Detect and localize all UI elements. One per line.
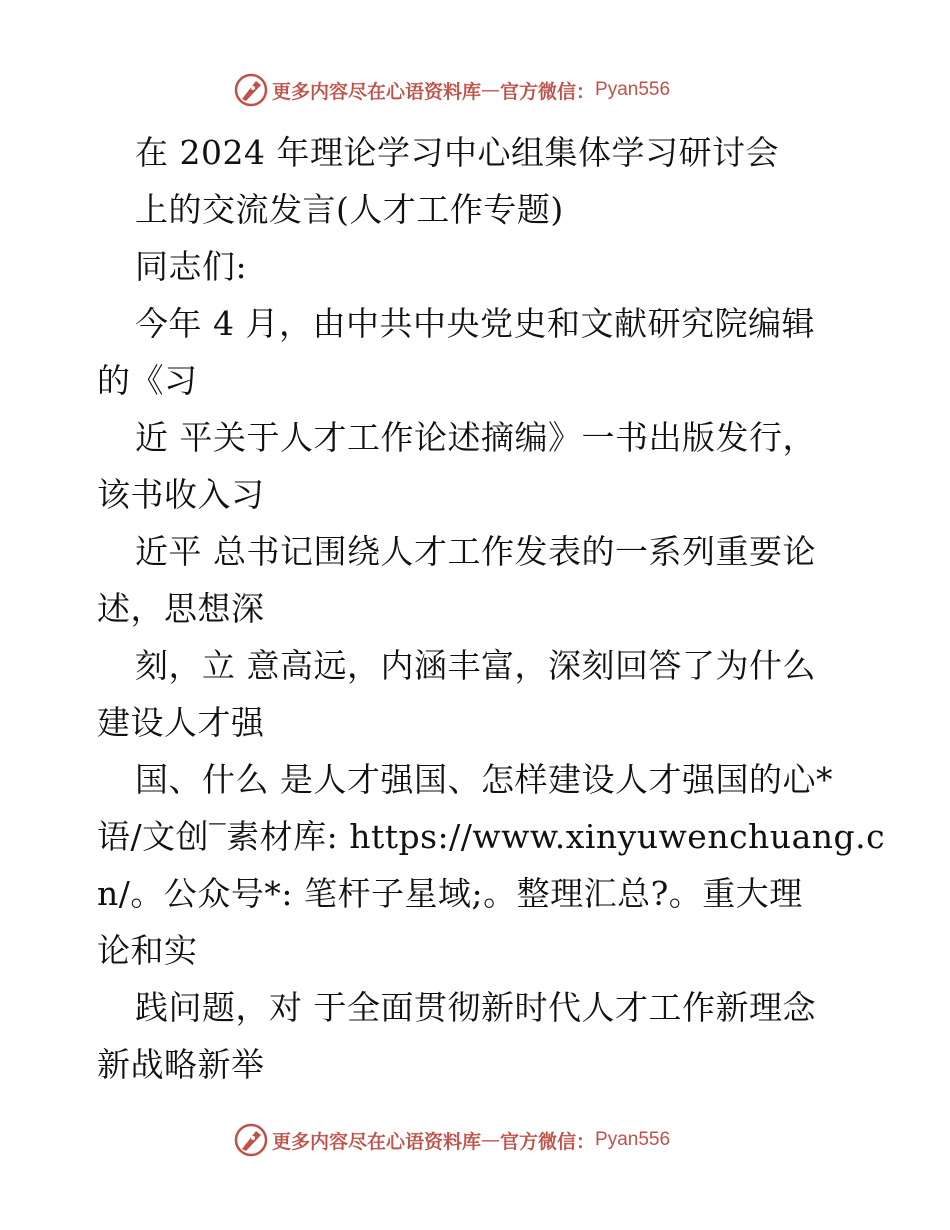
text-line: 上的交流发言(人才工作专题) xyxy=(135,190,564,229)
text-line: 同志们: xyxy=(135,247,248,286)
watermark-main-text: 更多内容尽在心语资料库 xyxy=(272,80,482,103)
header-watermark xyxy=(234,72,670,108)
text-line: 述，思想深 xyxy=(97,589,265,628)
watermark-wechat-id: Pyan556 xyxy=(595,79,671,100)
text-line: 今年 4 月，由中共中央党史和文献研究院编辑 xyxy=(135,304,815,343)
text-line: 刻，立 意高远，内涵丰富，深刻回答了为什么 xyxy=(135,646,816,685)
text-line: n/。公众号*: 笔杆子星域;。整理汇总?。重大理 xyxy=(97,874,803,913)
document-body xyxy=(97,124,886,1093)
watermark-separator: — xyxy=(481,1129,501,1151)
watermark-separator: — xyxy=(481,79,501,101)
watermark-main-text: 更多内容尽在心语资料库 xyxy=(272,1130,482,1153)
text-line: 践问题，对 于全面贯彻新时代人才工作新理念 xyxy=(135,988,816,1027)
text-line: 国、什么 是人才强国、怎样建设人才强国的心* xyxy=(135,760,833,799)
text-line: 建设人才强 xyxy=(97,703,265,742)
watermark-sub-text: 官方微信： xyxy=(500,80,596,103)
watermark-sub-text: 官方微信： xyxy=(500,1130,596,1153)
watermark-wechat-id: Pyan556 xyxy=(595,1129,671,1150)
pen-nib-logo-icon xyxy=(234,1123,268,1157)
pen-nib-logo-icon xyxy=(234,73,268,107)
text-line: 的《习 xyxy=(97,361,198,400)
text-line: 近 平关于人才工作论述摘编》一书出版发行， xyxy=(135,418,816,457)
text-line: 语/文创‾素材库: https://www.xinyuwenchuang.c xyxy=(97,817,886,856)
text-line: 新战略新举 xyxy=(97,1045,265,1084)
text-line: 在 2024 年理论学习中心组集体学习研讨会 xyxy=(135,133,779,172)
text-line: 论和实 xyxy=(97,931,198,970)
text-line: 该书收入习 xyxy=(97,475,265,514)
footer-watermark xyxy=(234,1122,670,1158)
text-line: 近平 总书记围绕人才工作发表的一系列重要论 xyxy=(135,532,816,571)
